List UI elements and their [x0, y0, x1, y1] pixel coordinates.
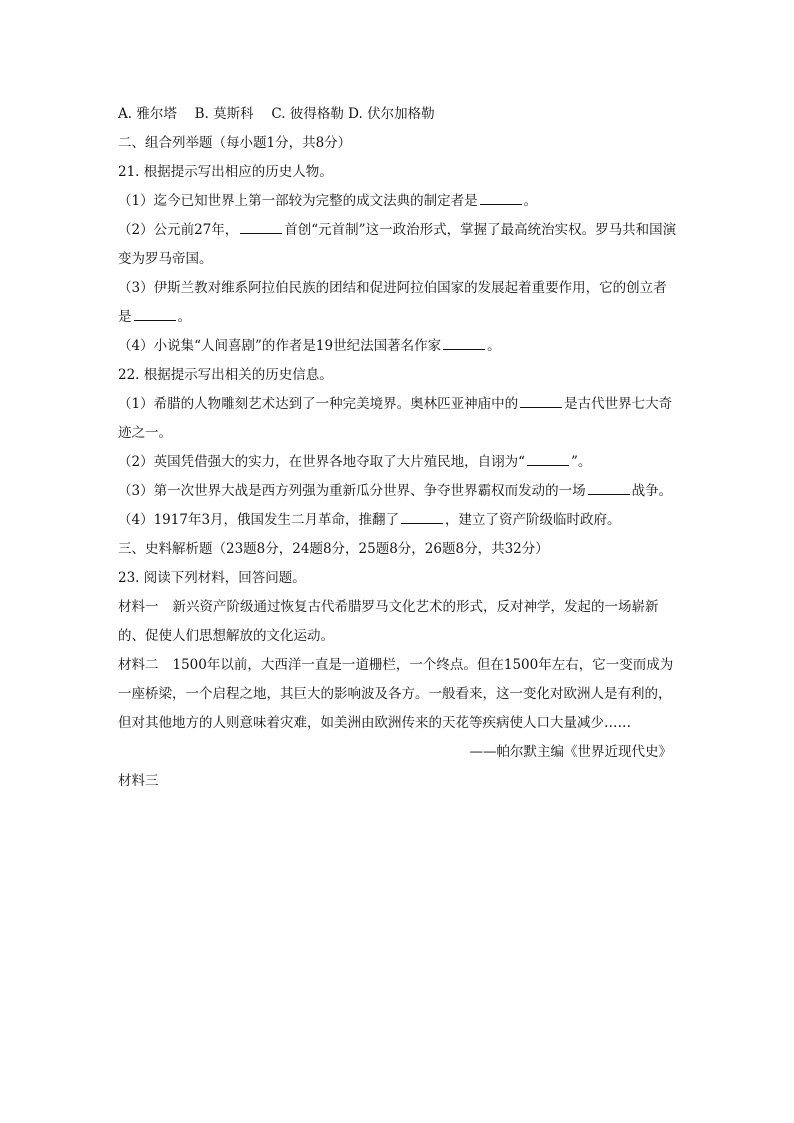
- answer-options: A. 雅尔塔 B. 莫斯科 C. 彼得格勒 D. 伏尔加格勒: [118, 106, 435, 122]
- answer-blank[interactable]: [240, 219, 282, 234]
- answer-blank[interactable]: [588, 480, 630, 495]
- question-22-item-4: （4）1917年3月，俄国发生二月革命，推翻了 ，建立了资产阶级临时政府。: [118, 506, 680, 535]
- question-21-stem: 21. 根据提示写出相应的历史人物。: [118, 164, 333, 180]
- material-2-source: ——帕尔默主编《世界近现代史》: [469, 744, 672, 760]
- exam-page: [118, 100, 680, 796]
- answer-blank[interactable]: [520, 393, 562, 408]
- material-2: [118, 651, 680, 738]
- section-3-title: 三、史料解析题（23题8分，24题8分，25题8分，26题8分，共32分）: [118, 541, 549, 557]
- answer-blank[interactable]: [134, 306, 176, 321]
- question-21-item-4: （4）小说集“人间喜剧”的作者是19世纪法国著名作家 。: [118, 332, 680, 361]
- material-3-label: 材料三: [118, 773, 159, 789]
- section-2-title: 二、组合列举题（每小题1分，共8分）: [118, 135, 352, 151]
- material-1: [118, 593, 680, 651]
- answer-blank[interactable]: [443, 335, 485, 350]
- material-2-label: 材料二: [118, 657, 159, 673]
- answer-blank[interactable]: [480, 190, 522, 205]
- material-1-label: 材料一: [118, 599, 159, 615]
- answer-blank[interactable]: [527, 451, 569, 466]
- question-22-item-1: （1）希腊的人物雕刻艺术达到了一种完美境界。奥林匹亚神庙中的 是古代世界七大奇迹之一。: [118, 390, 680, 448]
- material-2-text: 1500年以前，大西洋一直是一道栅栏，一个终点。但在1500年左右，它一变而成为一座桥梁，一个启程之地，其巨大的影响波及各方。一般看来，这一变化对欧洲人是有利的，但对其他地方的人则意味着灾难，如美洲由欧洲传来的天花等疾病使人口大量减少……: [118, 657, 674, 731]
- question-22-item-3: （3）第一次世界大战是西方列强为重新瓜分世界、争夺世界霸权而发动的一场 战争。: [118, 477, 680, 506]
- question-21-item-1: （1）迄今已知世界上第一部较为完整的成文法典的制定者是 。: [118, 187, 680, 216]
- question-21-item-3: （3）伊斯兰教对维系阿拉伯民族的团结和促进阿拉伯国家的发展起着重要作用，它的创立者是 。: [118, 280, 667, 325]
- question-23-stem: 23. 阅读下列材料，回答问题。: [118, 570, 306, 586]
- question-22-stem: 22. 根据提示写出相关的历史信息。: [118, 367, 333, 383]
- answer-blank[interactable]: [401, 509, 443, 524]
- question-21-item-2: （2）公元前27年， 首创“元首制”这一政治形式，掌握了最高统治实权。罗马共和国演变为罗马帝国。: [118, 216, 680, 274]
- question-22-item-2: （2）英国凭借强大的实力，在世界各地夺取了大片殖民地，自诩为“ ”。: [118, 448, 680, 477]
- material-1-text: 新兴资产阶级通过恢复古代希腊罗马文化艺术的形式，反对神学，发起的一场崭新的、促使人们思想解放的文化运动。: [118, 599, 659, 644]
